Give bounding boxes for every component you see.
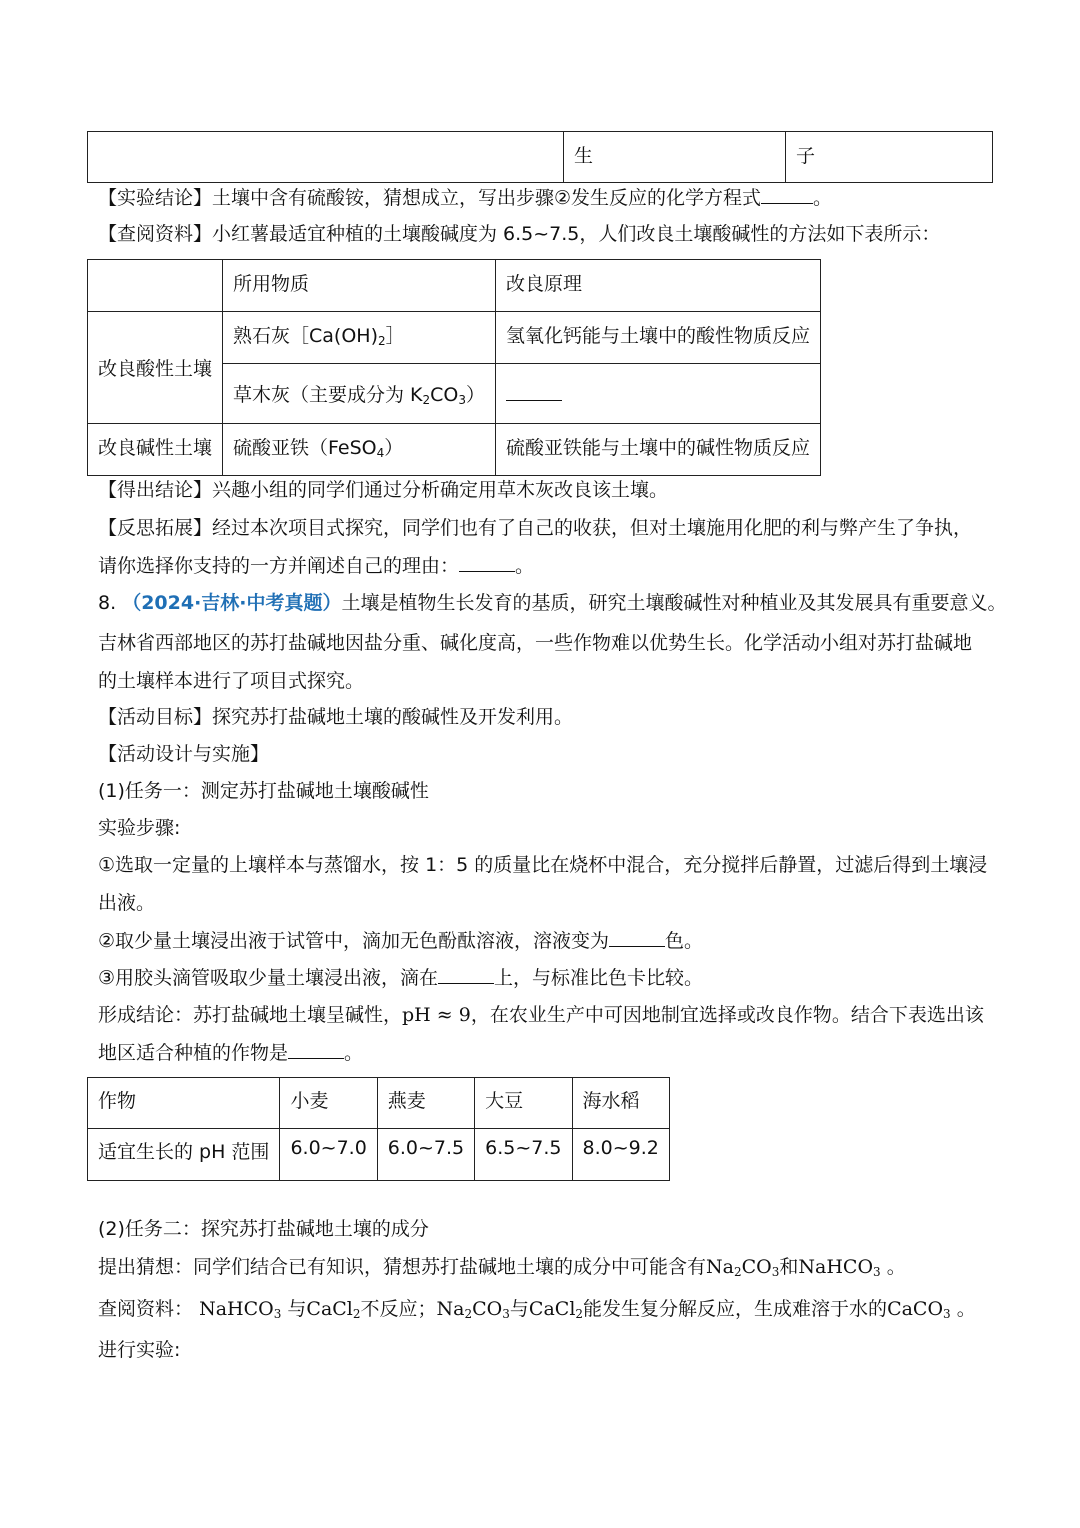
header-material: 所用物质 (223, 260, 496, 312)
ph-value: pH ≈ 9 (402, 1004, 471, 1026)
activity-design: 【活动设计与实施】 (98, 743, 270, 765)
form-conclusion-line-2: 地区适合种植的作物是 。 (98, 1042, 364, 1064)
answer-blank[interactable] (609, 928, 665, 947)
ph-range-label: 适宜生长的 pH 范围 (88, 1129, 280, 1181)
step-1-line-1: ①选取一定量的上壤样本与蒸馏水，按 1：5 的质量比在烧杯中混合，充分搅拌后静置，过滤后得到土壤浸 (98, 854, 988, 876)
acid-soil-label: 改良酸性土壤 (88, 312, 223, 424)
task-2-title: (2)任务二：探究苏打盐碱地土壤的成分 (98, 1218, 429, 1240)
answer-blank[interactable] (459, 553, 515, 572)
principle-slaked-lime: 氢氧化钙能与土壤中的酸性物质反应 (496, 312, 821, 364)
ph-sea-rice: 8.0~9.2 (572, 1129, 669, 1181)
crop-soybean: 大豆 (475, 1078, 572, 1129)
result-conclusion: 【得出结论】兴趣小组的同学们通过分析确定用草木灰改良该土壤。 (98, 479, 669, 501)
lookup-info: 【查阅资料】小红薯最适宜种植的土壤酸碱度为 6.5~7.5，人们改良土壤酸碱性的方法如下表所示： (98, 223, 941, 245)
task-1-title: (1)任务一：测定苏打盐碱地土壤酸碱性 (98, 780, 429, 802)
conduct-experiment: 进行实验: (98, 1339, 181, 1361)
improvement-table (87, 259, 821, 476)
top-table-cell-1 (88, 132, 564, 183)
material-slaked-lime: 熟石灰$[Ca(OH)_2]$ (223, 312, 496, 364)
question-8-line-3: 的土壤样本进行了项目式探究。 (98, 670, 365, 692)
answer-blank[interactable] (288, 1040, 344, 1059)
ph-soybean: 6.5~7.5 (475, 1129, 572, 1181)
material-plant-ash: 草木灰（主要成分为 $K_2CO_3$） (223, 364, 496, 424)
crop-ph-table (87, 1077, 670, 1181)
question-number: 8. (98, 592, 117, 614)
top-table-cell-2: 生 (564, 132, 786, 183)
answer-blank[interactable] (438, 965, 494, 984)
activity-goal: 【活动目标】探究苏打盐碱地土壤的酸碱性及开发利用。 (98, 706, 574, 728)
question-source[interactable]: （2024·吉林·中考真题） (122, 592, 342, 614)
step-2: ②取少量土壤浸出液于试管中，滴加无色酚酞溶液，溶液变为 色。 (98, 930, 704, 952)
hypothesis: 提出猜想：同学们结合已有知识，猜想苏打盐碱地土壤的成分中可能含有$Na_2CO_3$和NaHCO$_3$ 。 (98, 1256, 906, 1279)
experiment-steps-label: 实验步骤: (98, 817, 181, 839)
crop-sea-rice: 海水稻 (572, 1078, 669, 1129)
step-1-line-2: 出液。 (98, 892, 156, 914)
step-3: ③用胶头滴管吸取少量土壤浸出液，滴在 上，与标准比色卡比较。 (98, 967, 704, 989)
improvement-table-corner (88, 260, 223, 312)
reflection-line-1: 【反思拓展】经过本次项目式探究，同学们也有了自己的收获，但对土壤施用化肥的利与弊产生了争执， (98, 517, 973, 539)
reference-info: 查阅资料： NaHCO$_3$ 与CaCl$_2$不反应；$Na_2CO_3$与CaCl$_2$能发生复分解反应，生成难溶于水的CaCO$_3$ 。 (98, 1298, 976, 1321)
answer-blank[interactable] (761, 185, 813, 204)
header-principle: 改良原理 (496, 260, 821, 312)
top-table-cell-3: 子 (786, 132, 993, 183)
material-ferrous-sulfate: 硫酸亚铁（FeSO$_4$） (223, 424, 496, 476)
crop-oat: 燕麦 (377, 1078, 474, 1129)
ph-wheat: 6.0~7.0 (280, 1129, 377, 1181)
experiment-conclusion: 【实验结论】土壤中含有硫酸铵，猜想成立，写出步骤②发生反应的化学方程式 。 (98, 187, 833, 209)
crop-header: 作物 (88, 1078, 280, 1129)
alkaline-soil-label: 改良碱性土壤 (88, 424, 223, 476)
form-conclusion-line-1: 形成结论：苏打盐碱地土壤呈碱性，pH ≈ 9，在农业生产中可因地制宜选择或改良作物。结合下表选出该 (98, 1004, 984, 1026)
ph-oat: 6.0~7.5 (377, 1129, 474, 1181)
principle-plant-ash[interactable] (496, 364, 821, 424)
answer-blank[interactable] (506, 382, 562, 401)
principle-ferrous-sulfate: 硫酸亚铁能与土壤中的碱性物质反应 (496, 424, 821, 476)
top-table (87, 131, 993, 183)
question-8-line-1: 8. （2024·吉林·中考真题）土壤是植物生长发育的基质，研究土壤酸碱性对种植业及其发展具有重要意义。 (98, 592, 1007, 614)
reflection-line-2: 请你选择你支持的一方并阐述自己的理由： 。 (98, 555, 535, 577)
crop-wheat: 小麦 (280, 1078, 377, 1129)
question-8-line-2: 吉林省西部地区的苏打盐碱地因盐分重、碱化度高，一些作物难以优势生长。化学活动小组对苏打盐碱地 (98, 632, 973, 654)
